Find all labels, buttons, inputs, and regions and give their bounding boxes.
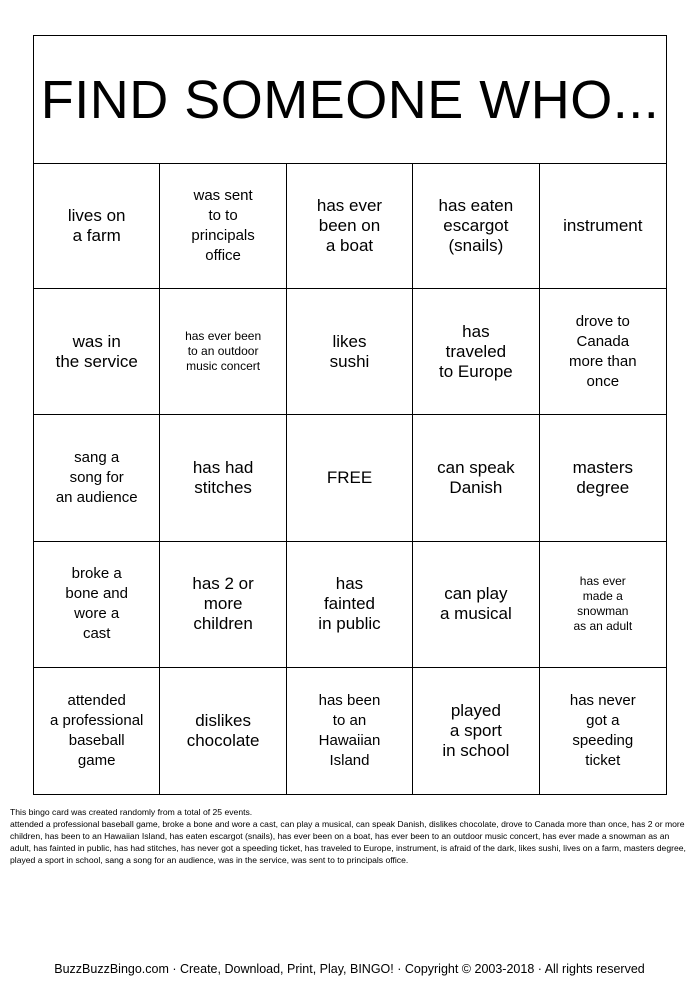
- bingo-cell: has ever been on a boat: [287, 163, 413, 289]
- bingo-cell: was in the service: [34, 289, 160, 415]
- events-note-list: attended a professional baseball game, broke a bone and wore a cast, can play a musical, can speak Danish, dislikes chocolate, drove to Canada more than once, has 2 or more children, has been to an Hawaiian Island, has eaten escargot (snails), has ever been on a boat, has ever been to an outdoor music concert, has ever made a snowman as an adult, has fainted in public, has had stitches, has never got a speeding ticket, has traveled to Europe, instrument, is afraid of the dark, likes sushi, lives on a farm, masters degree, played a sport in school, sang a song for an audience, was in the service, was sent to to principals office.: [10, 819, 686, 865]
- events-note-summary: This bingo card was created randomly from a total of 25 events.: [10, 807, 253, 817]
- bingo-cell: played a sport in school: [413, 668, 539, 794]
- footer-copyright: BuzzBuzzBingo.com · Create, Download, Print, Play, BINGO! · Copyright © 2003-2018 · All rights reserved: [54, 962, 645, 976]
- bingo-cell: likes sushi: [287, 289, 413, 415]
- bingo-grid: [34, 163, 666, 794]
- bingo-cell: has eaten escargot (snails): [413, 163, 539, 289]
- bingo-cell: has traveled to Europe: [413, 289, 539, 415]
- bingo-cell: has had stitches: [160, 415, 286, 541]
- bingo-cell: has been to an Hawaiian Island: [287, 668, 413, 794]
- bingo-card: [33, 35, 667, 795]
- card-title: FIND SOMEONE WHO...: [34, 36, 666, 164]
- free-space-cell: FREE: [287, 415, 413, 541]
- bingo-cell: broke a bone and wore a cast: [34, 542, 160, 668]
- bingo-cell: has ever made a snowman as an adult: [540, 542, 666, 668]
- bingo-cell: dislikes chocolate: [160, 668, 286, 794]
- bingo-cell: has never got a speeding ticket: [569, 691, 636, 769]
- bingo-cell: has fainted in public: [287, 542, 413, 668]
- bingo-cell: can play a musical: [413, 542, 539, 668]
- bingo-cell: instrument: [540, 163, 666, 289]
- bingo-cell: masters degree: [540, 415, 666, 541]
- bingo-cell: drove to Canada more than once: [540, 289, 666, 415]
- bingo-cell: can speak Danish: [413, 415, 539, 541]
- bingo-cell: has 2 or more children: [160, 542, 286, 668]
- bingo-cell: lives on a farm: [34, 163, 160, 289]
- events-note: [10, 806, 690, 866]
- bingo-cell: was sent to to principals office: [160, 163, 286, 289]
- bingo-cell: attended a professional baseball game: [34, 668, 160, 794]
- bingo-cell: has ever been to an outdoor music concert: [160, 289, 286, 415]
- bingo-cell: sang a song for an audience: [34, 415, 160, 541]
